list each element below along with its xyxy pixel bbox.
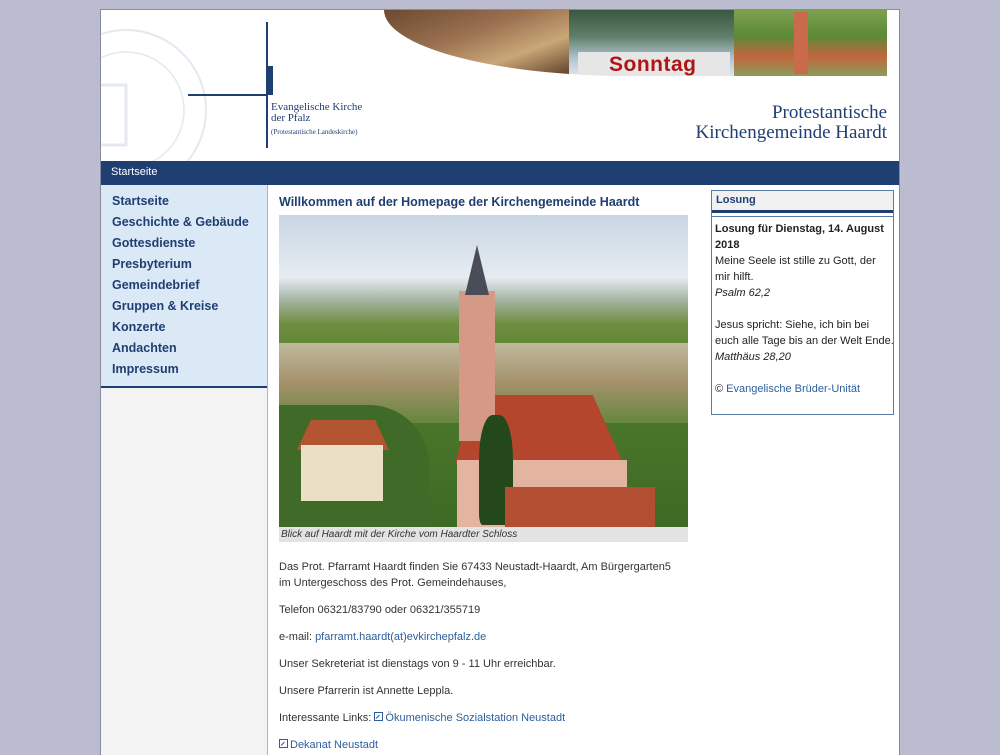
copyright-symbol: © <box>715 383 727 395</box>
sidebar-item-presbyterium[interactable]: Presbyterium <box>112 257 192 271</box>
losung-box <box>711 190 894 415</box>
org-subtitle: (Protestantische Landeskirche) <box>271 128 358 136</box>
church-photo <box>279 215 688 527</box>
photo-church-spire <box>465 245 489 295</box>
losung-verse-1: Meine Seele ist stille zu Gott, der mir hilft. <box>715 255 876 283</box>
sidebar-item-andachten[interactable]: Andachten <box>112 341 177 355</box>
sidebar-item-konzerte[interactable]: Konzerte <box>112 320 166 334</box>
losung-copyright <box>715 381 894 397</box>
banner-photo-church <box>734 10 887 76</box>
site-header <box>101 10 899 161</box>
losung-body <box>712 216 894 417</box>
email-label: e-mail: <box>279 631 316 643</box>
church-seal-watermark <box>101 25 211 161</box>
org-name[interactable] <box>271 102 362 124</box>
links-row <box>279 710 691 726</box>
page <box>100 9 900 755</box>
sidebar-item-startseite[interactable]: Startseite <box>112 194 169 208</box>
org-name-line2: der Pfalz <box>271 112 311 124</box>
sidebar <box>101 185 268 755</box>
banner-church-tower <box>794 12 808 74</box>
parish-title <box>696 103 888 143</box>
sidebar-item-gottesdienste[interactable]: Gottesdienste <box>112 236 196 250</box>
top-navigation-bar <box>101 161 899 185</box>
org-name-line1: Evangelische Kirche <box>271 101 363 113</box>
page-title: Willkommen auf der Homepage der Kirchengemeinde Haardt <box>279 195 640 209</box>
losung-title: Losung <box>712 191 893 213</box>
logo-cross-square <box>267 66 273 95</box>
sidebar-menu <box>101 185 267 388</box>
sidebar-item-gruppen[interactable]: Gruppen & Kreise <box>112 299 219 313</box>
parish-title-line1: Protestantische <box>771 102 887 123</box>
address-line2: im Untergeschoss des Prot. Gemeindehauses, <box>279 577 507 589</box>
parish-title-line2: Kirchengemeinde Haardt <box>695 122 887 143</box>
phone-text: Telefon 06321/83790 oder 06321/355719 <box>279 604 481 616</box>
external-link-icon <box>279 739 288 748</box>
sidebar-item-gemeindebrief[interactable]: Gemeindebrief <box>112 278 200 292</box>
sidebar-item-geschichte[interactable]: Geschichte & Gebäude <box>112 215 249 229</box>
header-photo-banner <box>384 10 887 76</box>
external-link-icon <box>374 712 383 721</box>
losung-reference-1: Psalm 62,2 <box>715 287 771 299</box>
email-link[interactable]: pfarramt.haardt(at)evkirchepfalz.de <box>315 631 487 643</box>
address-line1: Das Prot. Pfarramt Haardt finden Sie 67433 Neustadt-Haardt, Am Bürgergarten5 <box>279 561 671 573</box>
losung-copyright-link[interactable]: Evangelische Brüder-Unität <box>726 383 861 395</box>
losung-reference-2: Matthäus 28,20 <box>715 351 791 363</box>
losung-verse-2: Jesus spricht: Siehe, ich bin bei euch alle Tage bis an der Welt Ende. <box>715 319 894 347</box>
photo-roof-right <box>505 487 655 527</box>
pastor-text: Unsere Pfarrerin ist Annette Leppla. <box>279 685 454 697</box>
banner-sonntag-text: Sonntag <box>609 53 697 76</box>
banner-photo-congregation <box>384 10 569 76</box>
photo-caption: Blick auf Haardt mit der Kirche vom Haardter Schloss <box>279 527 688 542</box>
link-sozialstation[interactable]: Ökumenische Sozialstation Neustadt <box>385 712 566 724</box>
sidebar-item-impressum[interactable]: Impressum <box>112 362 179 376</box>
photo-house <box>301 445 383 501</box>
losung-date: Losung für Dienstag, 14. August 2018 <box>715 223 884 251</box>
link-dekanat[interactable]: Dekanat Neustadt <box>290 739 379 751</box>
office-hours-text: Unser Sekreteriat ist dienstags von 9 - 11 Uhr erreichbar. <box>279 658 556 670</box>
links-label: Interessante Links: <box>279 712 375 724</box>
email-row <box>279 629 691 645</box>
address-text <box>279 559 691 591</box>
breadcrumb[interactable]: Startseite <box>111 166 158 178</box>
links-row-2 <box>279 737 691 753</box>
logo-cross-horizontal <box>188 94 268 96</box>
